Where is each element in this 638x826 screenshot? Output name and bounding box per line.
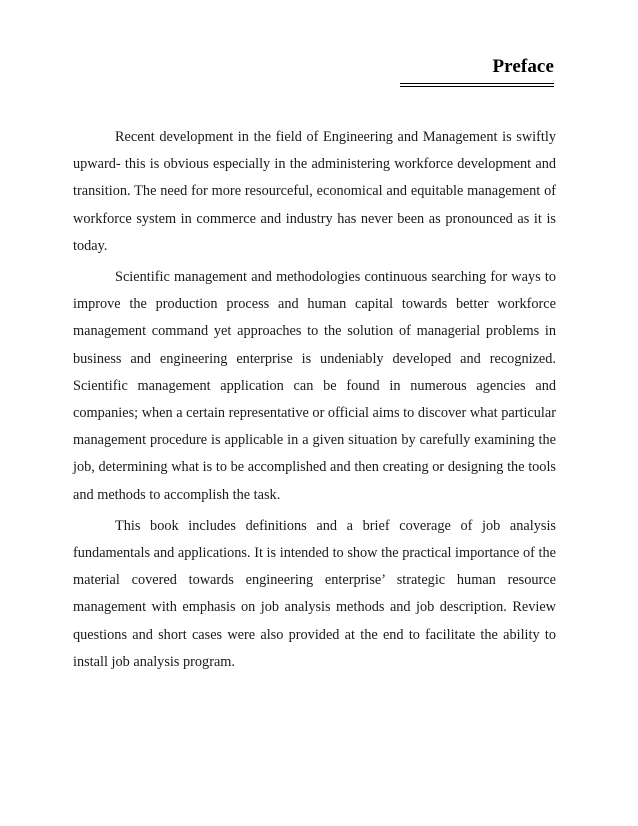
paragraph-2: Scientific management and methodologies continuous searching for ways to improve the production process and human capital towards better workforce management command yet approaches to the solution of managerial problems in business and engineering enterprise is undeniably developed and recognized. Scientific management application can be found in numerous agencies and companies; when a certain representative or official aims to discover what particular management procedure is applicable in a given situation by carefully examining the job, determining what is to be accomplished and then creating or designing the tools and methods to accomplish the task. bbox=[73, 269, 556, 503]
paragraph-1: Recent development in the field of Engineering and Management is swiftly upward- this is obvious especially in the administering workforce development and transition. The need for more resourceful, economical and equitable management of workforce system in commerce and industry has never been as pronounced as it is today. bbox=[73, 129, 556, 254]
preface-body bbox=[73, 124, 556, 680]
page-title: Preface bbox=[492, 56, 554, 77]
title-double-underline bbox=[400, 83, 554, 87]
paragraph-3: This book includes definitions and a brief coverage of job analysis fundamentals and applications. It is intended to show the practical importance of the material covered towards engineering enterprise’ strategic human resource management with emphasis on job analysis methods and job description. Review questions and short cases were also provided at the end to facilitate the ability to install job analysis program. bbox=[73, 517, 556, 670]
